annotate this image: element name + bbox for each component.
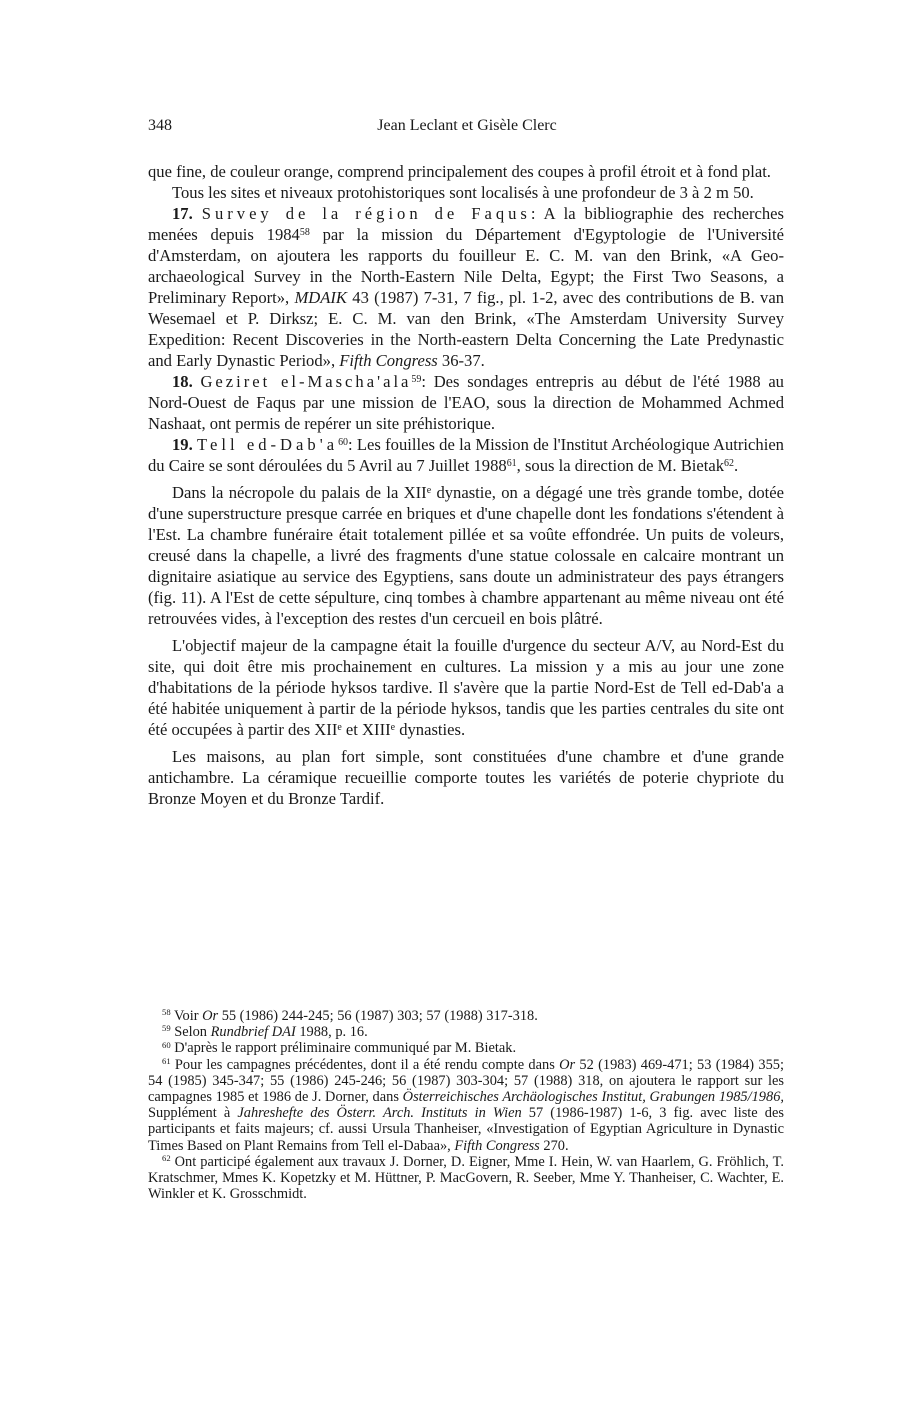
section-17: 17. Survey de la région de Faqus: A la bibliographie des recherches menées depuis 1984$^{58}$ par la mission du Département d'Egyptologie de l'Université d'Amsterdam, on ajoutera les rapports du fouilleur E. C. M. van den Brink, «A Geo-archaeological Survey in the North-Eastern Nile Delta, Egypt; the First Two Seasons, a Preliminary Report», MDAIK 43 (1987) 7-31, 7 fig., pl. 1-2, avec des contributions de B. van Wesemael et P. Dirksz; E. C. M. van den Brink, «The Amsterdam University Survey Expedition: Recent Discoveries in the North-eastern Delta Concerning the Late Predynastic and Early Dynastic Period», Fifth Congress 36-37. (148, 204, 784, 370)
main-text (148, 161, 784, 809)
footnote-ref: 61 (506, 457, 517, 469)
footnote-ref: 60 (338, 436, 349, 448)
paragraph-depth: Tous les sites et niveaux protohistoriques sont localisés à une profondeur de 3 à 2 m 50. (172, 183, 754, 202)
footnote-ref: 58 (299, 226, 310, 238)
footnote-62: $^{62}$ Ont participé également aux travaux J. Dorner, D. Eigner, Mme I. Hein, W. van Haarlem, G. Fröhlich, T. Kratschmer, Mmes K. Kopetzky et M. Hüttner, P. MacGovern, R. Seeber, Mme Y. Thanheiser, C. Wachter, E. Winkler et K. Grosschmidt. (148, 1153, 784, 1203)
running-title: Jean Leclant et Gisèle Clerc (377, 117, 557, 134)
section-number: 18. (172, 372, 193, 391)
footnote-61: $^{61}$ Pour les campagnes précédentes, dont il a été rendu compte dans Or 52 (1983) 469-471; 53 (1984) 355; 54 (1985) 345-347; 55 (1986) 245-246; 56 (1987) 303-304; 57 (1988) 318, on ajoutera le rapport sur les campagnes 1985 et 1986 de J. Dorner, dans Österreichisches Archäologisches Institut, Grabungen 1985/1986, Supplément à Jahreshefte des Österr. Arch. Instituts in Wien 57 (1986-1987) 1-6, 3 fig. avec liste des participants et faits majeurs; cf. aussi Ursula Thanheiser, «Investigation of Egyptian Agriculture in Dynastic Times Based on Plant Remains from Tell el-Dabaa», Fifth Congress 270. (148, 1055, 784, 1154)
footnote-60: $^{60}$ D'après le rapport préliminaire communiqué par M. Bietak. (162, 1039, 517, 1057)
footnote-59: $^{59}$ Selon Rundbrief DAI 1988, p. 16. (162, 1023, 368, 1041)
section-number: 17. (172, 204, 193, 223)
section-18: 18. Geziret el-Mascha'ala$^{59}$: Des sondages entrepris au début de l'été 1988 au Nord-Ouest de Faqus par une mission de l'EAO, sous la direction de Mohammed Achmed Nashaat, ont permis de repérer un site préhistorique. (148, 372, 784, 433)
footnote-ref: 59 (411, 373, 422, 385)
section-number: 19. (172, 435, 193, 454)
section-title: Geziret el-Mascha'ala (200, 372, 412, 391)
section-title: Survey de la région de Faqus (201, 204, 531, 223)
page-number: 348 (148, 117, 172, 134)
paragraph-continued: que fine, de couleur orange, comprend principalement des coupes à profil étroit et à fond plat. (148, 162, 771, 181)
paragraph-necropolis: Dans la nécropole du palais de la XIIe dynastie, on a dégagé une très grande tombe, dotée d'une superstructure presque carrée en briques et d'une chapelle dont les fondations s'étendent à l'Est. La chambre funéraire était totalement pillée et sa voûte effondrée. Un puits de voleurs, creusé dans la chapelle, a livré des fragments d'une statue colossale en calcaire montrant un dignitaire asiatique au service des Egyptiens, sans doute un administrateur des pays étrangers (fig. 11). A l'Est de cette sépulture, cinq tombes à chambre appartenant au même niveau ont été retrouvées vides, à l'exception des restes d'un cercueil en bois plâtré. (148, 483, 784, 628)
footnote-ref: 62 (724, 457, 734, 469)
footnotes (148, 1008, 784, 1202)
section-19: 19. Tell $ed-Dab'a^{60}$: Les fouilles de la Mission de l'Institut Archéologique Autrichien du Caire se sont déroulées du 5 Avril au 7 Juillet 1988$^{61}$, sous la direction de M. Bietak$^{62}$. (148, 435, 784, 475)
paragraph-campaign: L'objectif majeur de la campagne était la fouille d'urgence du secteur A/V, au Nord-Est du site, qui doit être mis prochainement en cultures. La mission y a mis au jour une zone d'habitations de la période hyksos tardive. Il s'avère que la partie Nord-Est de Tell ed-Dab'a a été habitée uniquement à partir de la période hyksos, tandis que les parties centrales du site ont été occupées à partir des XIIe et XIIIe dynasties. (148, 636, 784, 739)
section-title: Tell ed-Dab'a (197, 435, 339, 454)
page-header (148, 117, 786, 141)
footnote-58: $^{58}$ Voir Or 55 (1986) 244-245; 56 (1987) 303; 57 (1988) 317-318. (162, 1007, 538, 1024)
paragraph-houses: Les maisons, au plan fort simple, sont constituées d'une chambre et d'une grande antichambre. La céramique recueillie comporte toutes les variétés de poterie chypriote du Bronze Moyen et du Bronze Tardif. (148, 747, 784, 808)
